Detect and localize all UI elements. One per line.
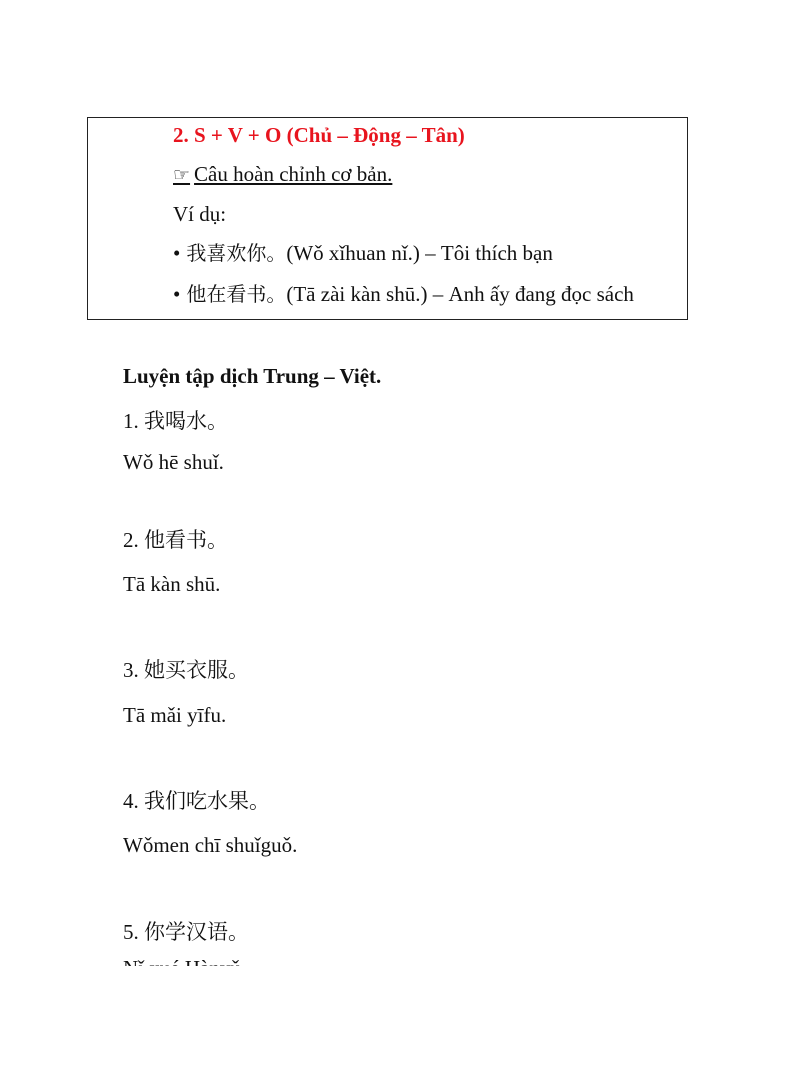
practice-item-1-chinese: 1. 我喝水。 xyxy=(123,409,228,433)
rule-hint xyxy=(173,161,392,188)
practice-item-2-pinyin: Tā kàn shū. xyxy=(123,572,221,596)
practice-item-1-pinyin: Wǒ hē shuǐ. xyxy=(123,450,224,474)
practice-item-5-chinese: 5. 你学汉语。 xyxy=(123,920,249,944)
example-2-chinese: 他在看书。 xyxy=(186,282,287,306)
practice-item-4-chinese: 4. 我们吃水果。 xyxy=(123,789,270,813)
bullet-icon: • xyxy=(173,282,181,306)
example-bullet-1 xyxy=(173,240,553,266)
practice-item-3-pinyin: Tā mǎi yīfu. xyxy=(123,703,227,727)
page-cutoff xyxy=(0,966,800,1066)
practice-item-2-chinese: 2. 他看书。 xyxy=(123,528,228,552)
example-2-translation: (Tā zài kàn shū.) – Anh ấy đang đọc sách xyxy=(286,282,634,306)
practice-item-4-pinyin: Wǒmen chī shuǐguǒ. xyxy=(123,833,298,857)
bullet-icon: • xyxy=(173,241,181,265)
pointing-hand-icon: ☞ xyxy=(173,164,191,186)
rule-hint-text: Câu hoàn chỉnh cơ bản. xyxy=(194,162,393,186)
example-1-chinese: 我喜欢你。 xyxy=(186,241,287,265)
practice-title: Luyện tập dịch Trung – Việt. xyxy=(123,364,382,388)
rule-box xyxy=(87,117,688,320)
example-bullet-2 xyxy=(173,281,634,307)
rule-heading: 2. S + V + O (Chủ – Động – Tân) xyxy=(173,123,465,147)
practice-item-3-chinese: 3. 她买衣服。 xyxy=(123,658,249,682)
example-1-translation: (Wǒ xǐhuan nǐ.) – Tôi thích bạn xyxy=(286,241,553,265)
example-label: Ví dụ: xyxy=(173,202,227,226)
